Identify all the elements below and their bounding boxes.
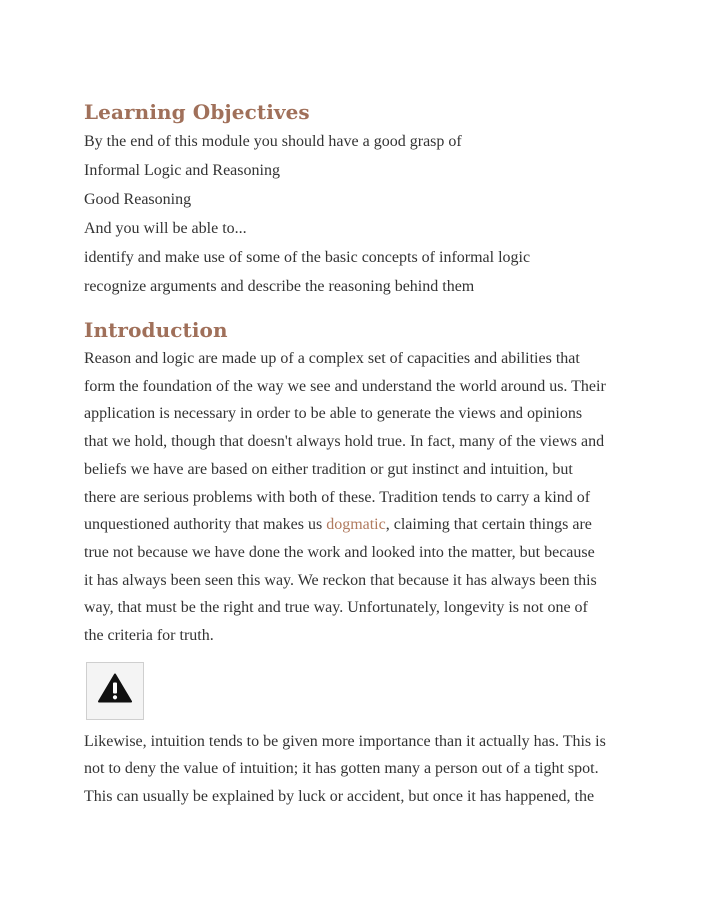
warning-triangle-icon (98, 673, 132, 708)
paragraph-line: it has always been seen this way. We reckon that because it has always been this (84, 571, 597, 589)
intuition-paragraph (84, 728, 634, 811)
learning-objectives-list (84, 127, 634, 301)
learning-objectives-heading: Learning Objectives (84, 100, 310, 124)
paragraph-line-with-link (84, 511, 634, 539)
paragraph-line: true not because we have done the work and looked into the matter, but because (84, 543, 595, 561)
paragraph-line: This can usually be explained by luck or accident, but once it has happened, the (84, 788, 595, 806)
objective-line: And you will be able to... (84, 220, 247, 237)
objective-line: Informal Logic and Reasoning (84, 162, 280, 179)
paragraph-line: that we hold, though that doesn't always hold true. In fact, many of the views and (84, 433, 605, 451)
line-text-before-link: unquestioned authority that makes us (84, 516, 327, 534)
introduction-heading: Introduction (84, 318, 228, 342)
paragraph-line: application is necessary in order to be able to generate the views and opinions (84, 405, 583, 423)
paragraph-line: beliefs we have are based on either tradition or gut instinct and intuition, but (84, 460, 573, 478)
paragraph-line: way, that must be the right and true way. Unfortunately, longevity is not one of (84, 599, 588, 617)
paragraph-line: there are serious problems with both of these. Tradition tends to carry a kind of (84, 488, 591, 506)
objective-line: By the end of this module you should have a good grasp of (84, 133, 462, 150)
paragraph-line: Reason and logic are made up of a complex set of capacities and abilities that (84, 350, 580, 367)
paragraph-line: not to deny the value of intuition; it has gotten many a person out of a tight spot. (84, 760, 599, 778)
introduction-paragraph (84, 345, 634, 650)
paragraph-line: the criteria for truth. (84, 627, 214, 645)
objective-line: identify and make use of some of the basic concepts of informal logic (84, 249, 531, 266)
objective-line: Good Reasoning (84, 191, 192, 208)
paragraph-line: Likewise, intuition tends to be given more importance than it actually has. This is (84, 732, 606, 750)
warning-image (86, 662, 144, 720)
dogmatic-link[interactable]: dogmatic (326, 516, 386, 534)
line-text-after-link: , claiming that certain things are (385, 516, 592, 534)
paragraph-line: form the foundation of the way we see and understand the world around us. Their (84, 377, 606, 395)
objective-line: recognize arguments and describe the reasoning behind them (84, 278, 475, 295)
